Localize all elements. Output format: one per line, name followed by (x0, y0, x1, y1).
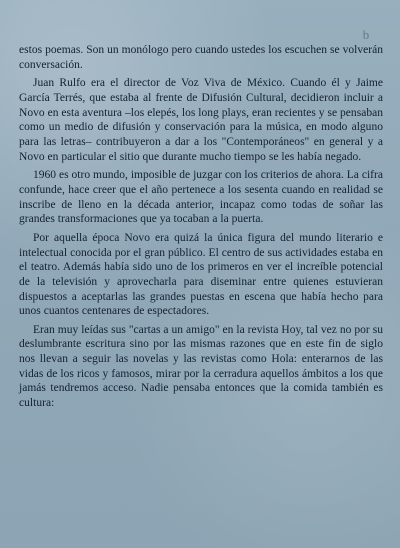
paragraph-4: Por aquella época Novo era quizá la única figura del mundo literario e intelectual conocida por el gran público. El centro de sus actividades estaba en el teatro. Además había sido uno de los primeros en ver el increíble potencial de la televisión y aprovecharla para diseminar entre quienes estuvieran dispuestos a aceptarlas las grandes puestas en escena que había hecho para unos cuantos centenares de espectadores. (19, 231, 383, 318)
paragraph-5: Eran muy leídas sus "cartas a un amigo" en la revista Hoy, tal vez no por su deslumbrante escritura sino por las mismas razones que en este fin de siglo nos llevan a seguir las novelas y las revistas como Hola: enterarnos de las vidas de los ricos y famosos, mirar por la cerradura aquellos ámbitos a los que jamás tendremos acceso. Nadie pensaba entonces que la comida también es cultura: (19, 323, 383, 410)
corner-mark: b (362, 27, 370, 42)
paragraph-1: estos poemas. Son un monólogo pero cuando ustedes los escuchen se volverán conversación. (19, 44, 383, 71)
body-text (19, 43, 383, 411)
paragraph-3: 1960 es otro mundo, imposible de juzgar con los criterios de ahora. La cifra confunde, hace creer que el año pertenece a los sesenta cuando en realidad se inscribe de lleno en la década anterior, incapaz como todas de soñar las grandes transformaciones que ya tocaban a la puerta. (19, 169, 383, 226)
paragraph-2: Juan Rulfo era el director de Voz Viva de México. Cuando él y Jaime García Terrés, que estaba al frente de Difusión Cultural, decidieron incluir a Novo en esta aventura –los elepés, los long plays, eran recientes y se pensaban como un medio de difusión y conservación para la música, en modo alguno para las letras– contribuyeron a dar a los "Contemporáneos" en general y a Novo en particular el sitio que durante mucho tiempo se les había negado. (19, 77, 383, 163)
